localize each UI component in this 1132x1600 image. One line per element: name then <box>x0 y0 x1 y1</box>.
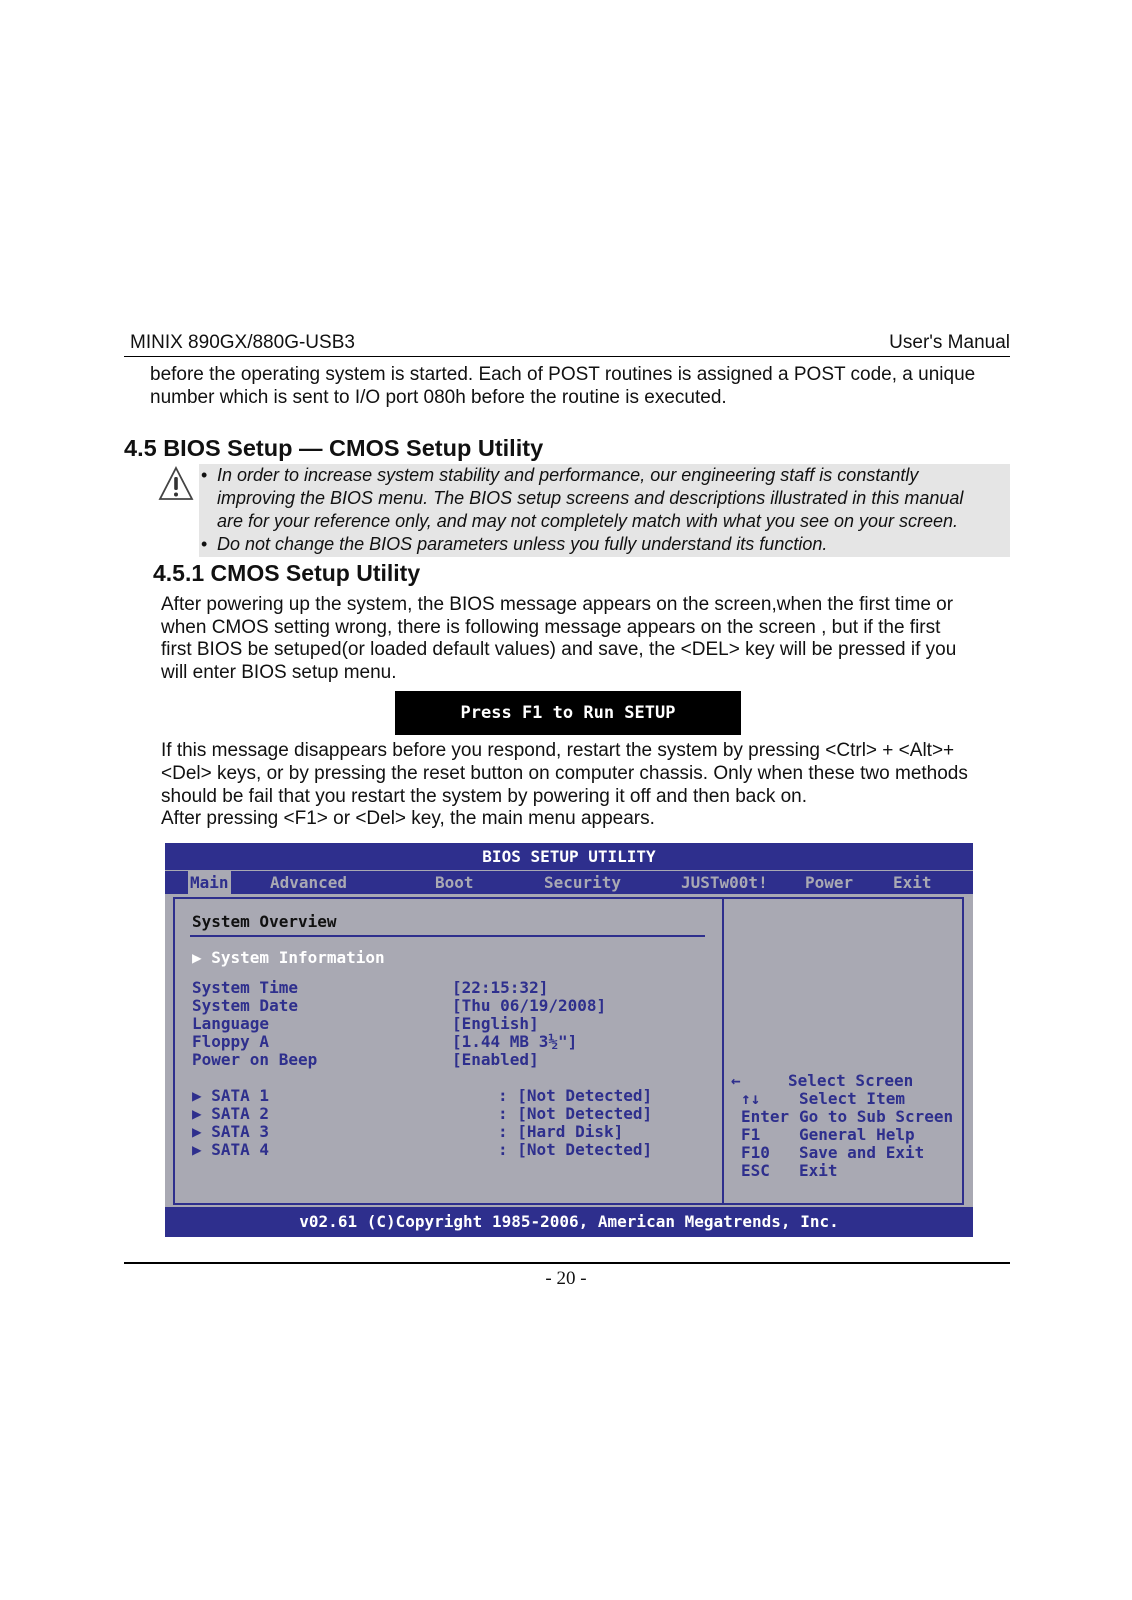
bios-tab-main[interactable]: Main <box>190 873 229 892</box>
header-manual: User's Manual <box>889 332 1010 353</box>
bios-help-desc: Select Item <box>799 1089 905 1108</box>
bios-sata-value: : [Not Detected] <box>498 1140 653 1159</box>
warning-icon <box>158 466 194 502</box>
bios-tab-boot[interactable]: Boot <box>435 873 474 892</box>
bios-system-information[interactable]: ▶ System Information <box>192 948 385 967</box>
bios-overview-heading: System Overview <box>192 912 337 931</box>
header-product: MINIX 890GX/880G-USB3 <box>130 332 355 353</box>
para2-line-3: should be fail that you restart the system by powering it off and then back on. <box>161 786 808 807</box>
para2-line-4: After pressing <F1> or <Del> key, the main menu appears. <box>161 808 655 829</box>
bios-help-desc: Save and Exit <box>799 1143 925 1162</box>
bios-tab-justw00t[interactable]: JUSTw00t! <box>681 873 768 892</box>
bios-field-label: Language <box>192 1014 270 1033</box>
para1-line-3: first BIOS be setuped(or loaded default values) and save, the <DEL> key will be pressed if you <box>161 639 957 660</box>
bios-sata-value: : [Not Detected] <box>498 1086 653 1105</box>
bios-sata-label[interactable]: ▶ SATA 3 <box>192 1122 270 1141</box>
bios-help-desc: General Help <box>799 1125 915 1144</box>
bios-tab-advanced[interactable]: Advanced <box>270 873 348 892</box>
note-box <box>199 464 1010 557</box>
bios-help-desc: Go to Sub Screen <box>799 1107 954 1126</box>
intro-line-2: number which is sent to I/O port 080h before the routine is executed. <box>150 387 727 408</box>
bios-field-label: System Date <box>192 996 298 1015</box>
bios-copyright: v02.61 (C)Copyright 1985-2006, American Megatrends, Inc. <box>165 1207 973 1237</box>
section-title: 4.5 BIOS Setup — CMOS Setup Utility <box>124 435 544 461</box>
bios-help-desc: Exit <box>799 1161 838 1180</box>
note-line: improving the BIOS menu. The BIOS setup screens and descriptions illustrated in this manual <box>217 488 964 508</box>
bios-field-value[interactable]: [Enabled] <box>452 1050 539 1069</box>
bios-sata-label[interactable]: ▶ SATA 2 <box>192 1104 270 1123</box>
intro-line-1: before the operating system is started. Each of POST routines is assigned a POST code, a unique <box>150 364 976 385</box>
bios-field-value[interactable]: [22:15:32] <box>452 978 549 997</box>
bios-field-label: System Time <box>192 978 298 997</box>
bios-field-label: Floppy A <box>192 1032 270 1051</box>
bios-help-key: ESC <box>741 1161 770 1180</box>
para1-line-1: After powering up the system, the BIOS message appears on the screen,when the first time or <box>161 594 954 615</box>
bios-sata-value: : [Hard Disk] <box>498 1122 624 1141</box>
bios-help-key: F10 <box>741 1143 770 1162</box>
bios-field-value[interactable]: [1.44 MB 3½"] <box>452 1032 578 1051</box>
bios-panel-divider <box>722 897 724 1205</box>
bios-sata-label[interactable]: ▶ SATA 1 <box>192 1086 270 1105</box>
bios-help-key: ↑↓ <box>741 1089 761 1108</box>
bios-tab-security[interactable]: Security <box>544 873 622 892</box>
bios-sata-label[interactable]: ▶ SATA 4 <box>192 1140 270 1159</box>
bios-menu-bar <box>165 870 973 894</box>
footer-rule <box>124 1262 1010 1264</box>
bios-help-key: ← <box>731 1071 741 1090</box>
bios-field-label: Power on Beep <box>192 1050 318 1069</box>
page-number: - 20 - <box>545 1268 587 1289</box>
bios-field-value[interactable]: [English] <box>452 1014 539 1033</box>
para1-line-2: when CMOS setting wrong, there is following message appears on the screen , but if the first <box>161 617 941 638</box>
bios-title: BIOS SETUP UTILITY <box>165 843 973 870</box>
bios-field-value[interactable]: [Thu 06/19/2008] <box>452 996 607 1015</box>
bios-screen <box>165 843 973 1237</box>
bios-sata-value: : [Not Detected] <box>498 1104 653 1123</box>
note-line: are for your reference only, and may not completely match with what you see on your screen. <box>217 511 959 531</box>
press-setup-message: Press F1 to Run SETUP <box>395 691 741 735</box>
note-item-1 <box>199 464 1010 533</box>
bios-tab-power[interactable]: Power <box>805 873 854 892</box>
page-header <box>124 329 1010 357</box>
para2-line-1: If this message disappears before you respond, restart the system by pressing <Ctrl> + <Alt>+ <box>161 740 955 761</box>
note-item-2: • Do not change the BIOS parameters unless you fully understand its function. <box>199 533 1010 556</box>
subsection-title: 4.5.1 CMOS Setup Utility <box>153 560 421 586</box>
bios-tab-exit[interactable]: Exit <box>893 873 932 892</box>
bios-help-key: Enter <box>741 1107 790 1126</box>
para2-line-2: <Del> keys, or by pressing the reset button on computer chassis. Only when these two methods <box>161 763 968 784</box>
bios-help-key: F1 <box>741 1125 761 1144</box>
bios-overview-underline <box>190 935 705 937</box>
note-line: In order to increase system stability and performance, our engineering staff is constantly <box>217 465 919 485</box>
para1-line-4: will enter BIOS setup menu. <box>161 662 397 683</box>
bios-help-desc: Select Screen <box>788 1071 914 1090</box>
